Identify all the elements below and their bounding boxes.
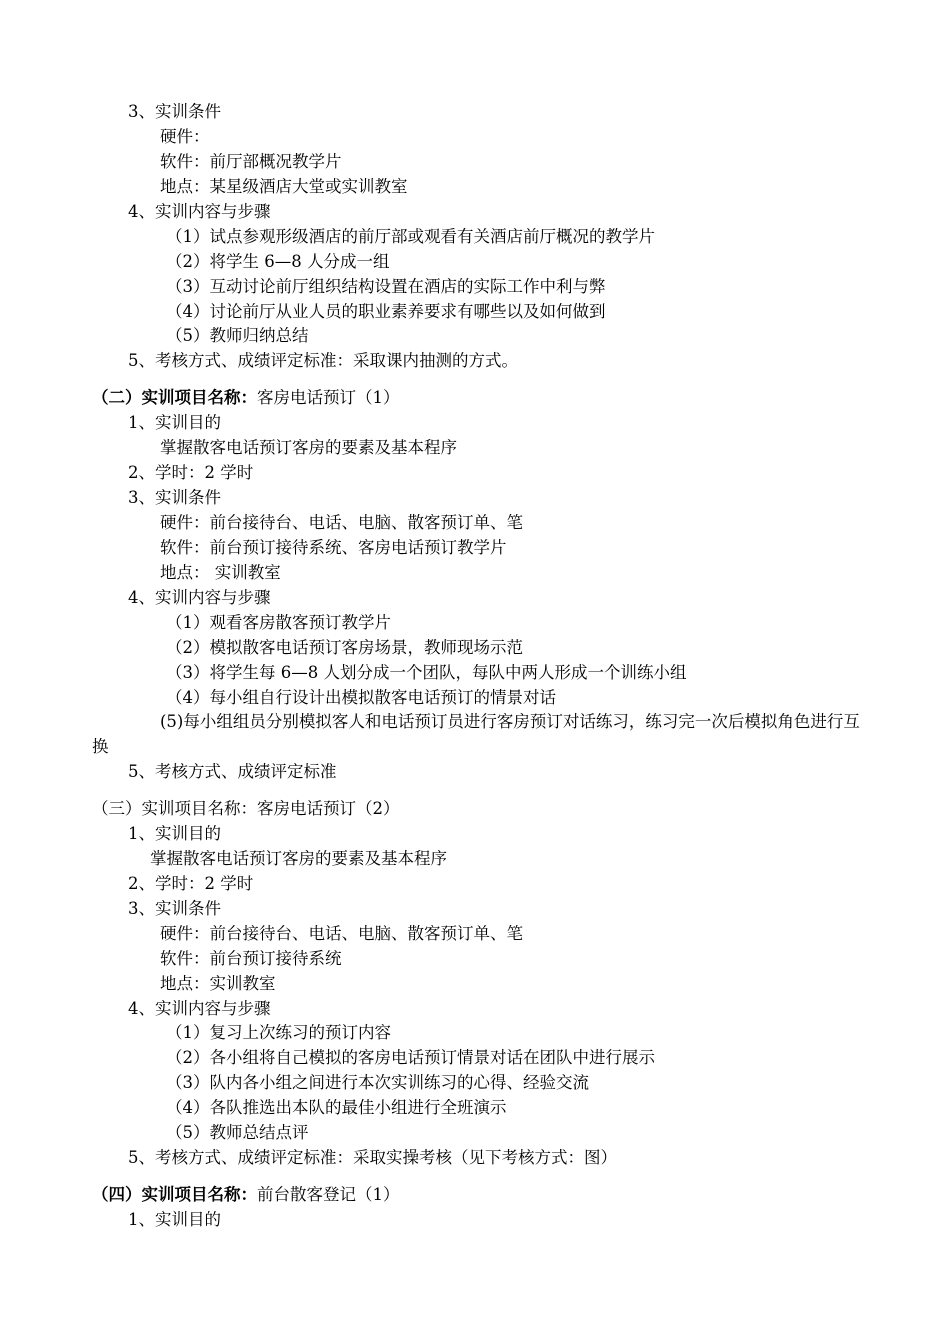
software-line: 软件：前台预订接待系统、客房电话预订教学片 <box>160 538 507 557</box>
hardware-line: 硬件：前台接待台、电话、电脑、散客预订单、笔 <box>160 924 523 943</box>
hardware-line: 硬件： <box>160 127 210 146</box>
location-line: 地点：实训教室 <box>160 974 276 993</box>
assessment-line: 5、考核方式、成绩评定标准：采取实操考核（见下考核方式：图） <box>128 1148 617 1167</box>
step-item: （2）模拟散客电话预订客房场景，教师现场示范 <box>166 638 523 657</box>
section-heading <box>92 1183 400 1207</box>
step-item: （5）教师归纳总结 <box>166 326 309 345</box>
goal-title: 1、实训目的 <box>128 824 221 843</box>
hours-line: 2、学时：2 学时 <box>128 463 254 482</box>
step-item: （1）复习上次练习的预订内容 <box>166 1023 391 1042</box>
goal-title: 1、实训目的 <box>128 1210 221 1229</box>
steps-title: 4、实训内容与步骤 <box>128 588 271 607</box>
location-line: 地点：某星级酒店大堂或实训教室 <box>160 177 408 196</box>
section-heading-label: （二）实训项目名称： <box>92 388 257 407</box>
step-item-wrapped: (5)每小组组员分别模拟客人和电话预订员进行客房预订对话练习，练习完一次后模拟角色进行互换 <box>92 712 860 756</box>
step-item: （4）各队推选出本队的最佳小组进行全班演示 <box>166 1098 507 1117</box>
section-heading <box>92 386 400 410</box>
steps-title: 4、实训内容与步骤 <box>128 999 271 1018</box>
step-item: （3）队内各小组之间进行本次实训练习的心得、经验交流 <box>166 1073 589 1092</box>
conditions-title: 3、实训条件 <box>128 488 221 507</box>
assessment-line: 5、考核方式、成绩评定标准：采取课内抽测的方式。 <box>128 351 518 370</box>
goal-title: 1、实训目的 <box>128 413 221 432</box>
section-heading: （三）实训项目名称：客房电话预订（2） <box>92 799 400 818</box>
section-heading-label: （四）实训项目名称： <box>92 1185 257 1204</box>
hours-line: 2、学时：2 学时 <box>128 874 254 893</box>
step-item: （4）每小组自行设计出模拟散客电话预订的情景对话 <box>166 688 556 707</box>
step-item: （3）互动讨论前厅组织结构设置在酒店的实际工作中利与弊 <box>166 277 606 296</box>
step-item: （4）讨论前厅从业人员的职业素养要求有哪些以及如何做到 <box>166 302 606 321</box>
conditions-title: 3、实训条件 <box>128 102 221 121</box>
section-heading-value: 前台散客登记（1） <box>257 1185 400 1204</box>
software-line: 软件：前台预订接待系统 <box>160 949 342 968</box>
section-heading-value: 客房电话预订（1） <box>257 388 400 407</box>
step-item: （1）观看客房散客预订教学片 <box>166 613 391 632</box>
step-item: （1）试点参观形级酒店的前厅部或观看有关酒店前厅概况的教学片 <box>166 227 655 246</box>
assessment-line: 5、考核方式、成绩评定标准 <box>128 762 337 781</box>
goal-text: 掌握散客电话预订客房的要素及基本程序 <box>150 849 447 868</box>
step-item: （5）教师总结点评 <box>166 1123 309 1142</box>
conditions-title: 3、实训条件 <box>128 899 221 918</box>
step-item: （2）将学生 6—8 人分成一组 <box>166 252 390 271</box>
step-item: （2）各小组将自己模拟的客房电话预订情景对话在团队中进行展示 <box>166 1048 655 1067</box>
hardware-line: 硬件：前台接待台、电话、电脑、散客预订单、笔 <box>160 513 523 532</box>
goal-text: 掌握散客电话预订客房的要素及基本程序 <box>160 438 457 457</box>
software-line: 软件：前厅部概况教学片 <box>160 152 342 171</box>
steps-title: 4、实训内容与步骤 <box>128 202 271 221</box>
location-line: 地点： 实训教室 <box>160 563 281 582</box>
step-item: （3）将学生每 6—8 人划分成一个团队，每队中两人形成一个训练小组 <box>166 663 687 682</box>
